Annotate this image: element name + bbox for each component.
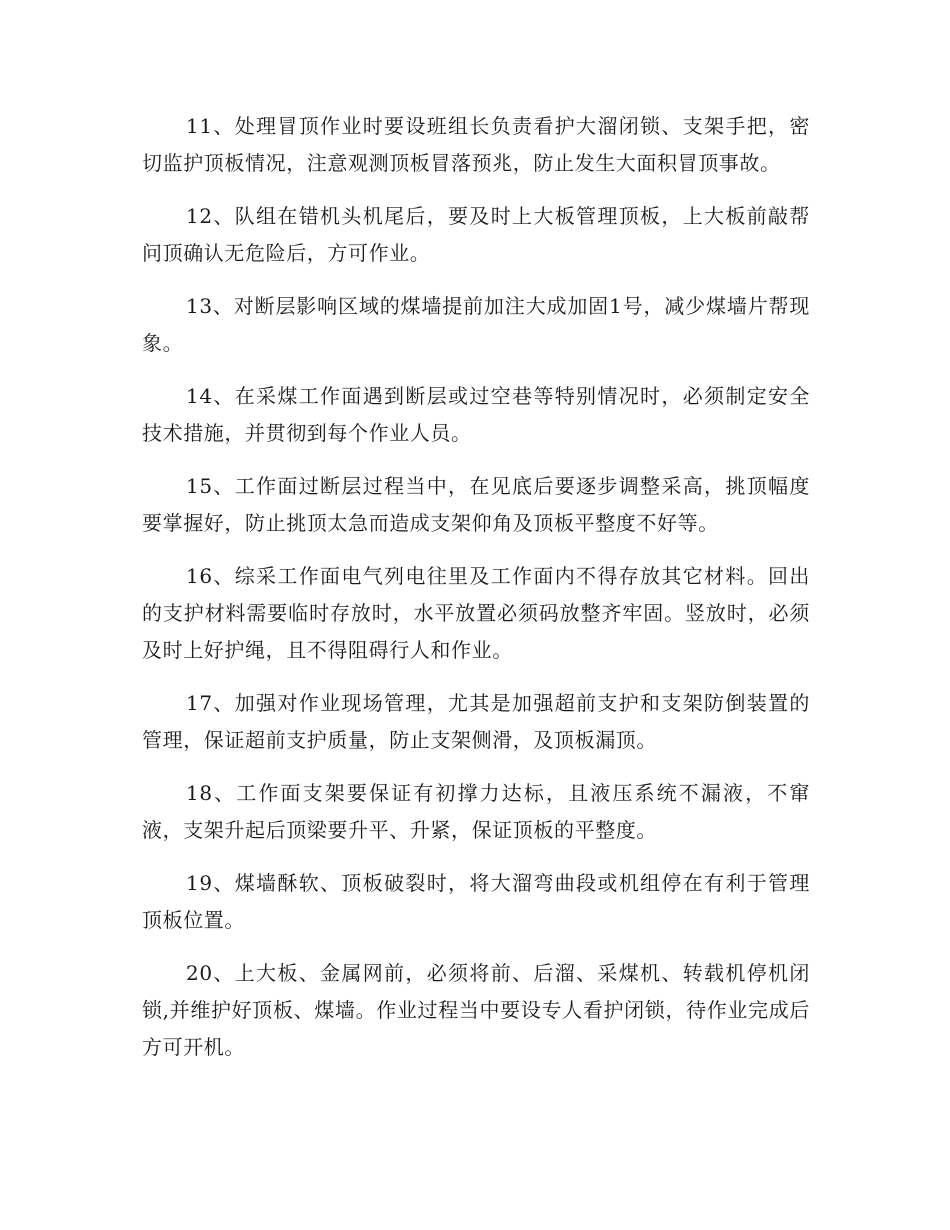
paragraph-11: 11、处理冒顶作业时要设班组长负责看护大溜闭锁、支架手把，密切监护顶板情况，注意观测顶板冒落预兆，防止发生大面积冒顶事故。: [142, 114, 810, 175]
document-body: [142, 108, 810, 1082]
paragraph-16: 16、综采工作面电气列电往里及工作面内不得存放其它材料。回出的支护材料需要临时存放时，水平放置必须码放整齐牢固。竖放时，必须及时上好护绳，且不得阻碍行人和作业。: [142, 564, 810, 662]
paragraph-12: 12、队组在错机头机尾后，要及时上大板管理顶板，上大板前敲帮问顶确认无危险后，方可作业。: [142, 204, 810, 265]
paragraph-18: 18、工作面支架要保证有初撑力达标，且液压系统不漏液，不窜液，支架升起后顶梁要升平、升紧，保证顶板的平整度。: [142, 781, 810, 842]
paragraph-17: 17、加强对作业现场管理，尤其是加强超前支护和支架防倒装置的管理，保证超前支护质量，防止支架侧滑，及顶板漏顶。: [142, 691, 810, 752]
paragraph-13: 13、对断层影响区域的煤墙提前加注大成加固1号，减少煤墙片帮现象。: [142, 294, 810, 355]
paragraph-20: 20、上大板、金属网前，必须将前、后溜、采煤机、转载机停机闭锁,并维护好顶板、煤墙。作业过程当中要设专人看护闭锁，待作业完成后方可开机。: [142, 961, 810, 1059]
paragraph-19: 19、煤墙酥软、顶板破裂时，将大溜弯曲段或机组停在有利于管理顶板位置。: [142, 871, 810, 932]
paragraph-14: 14、在采煤工作面遇到断层或过空巷等特别情况时，必须制定安全技术措施，并贯彻到每个作业人员。: [142, 384, 810, 445]
paragraph-15: 15、工作面过断层过程当中，在见底后要逐步调整采高，挑顶幅度要掌握好，防止挑顶太急而造成支架仰角及顶板平整度不好等。: [142, 474, 810, 535]
